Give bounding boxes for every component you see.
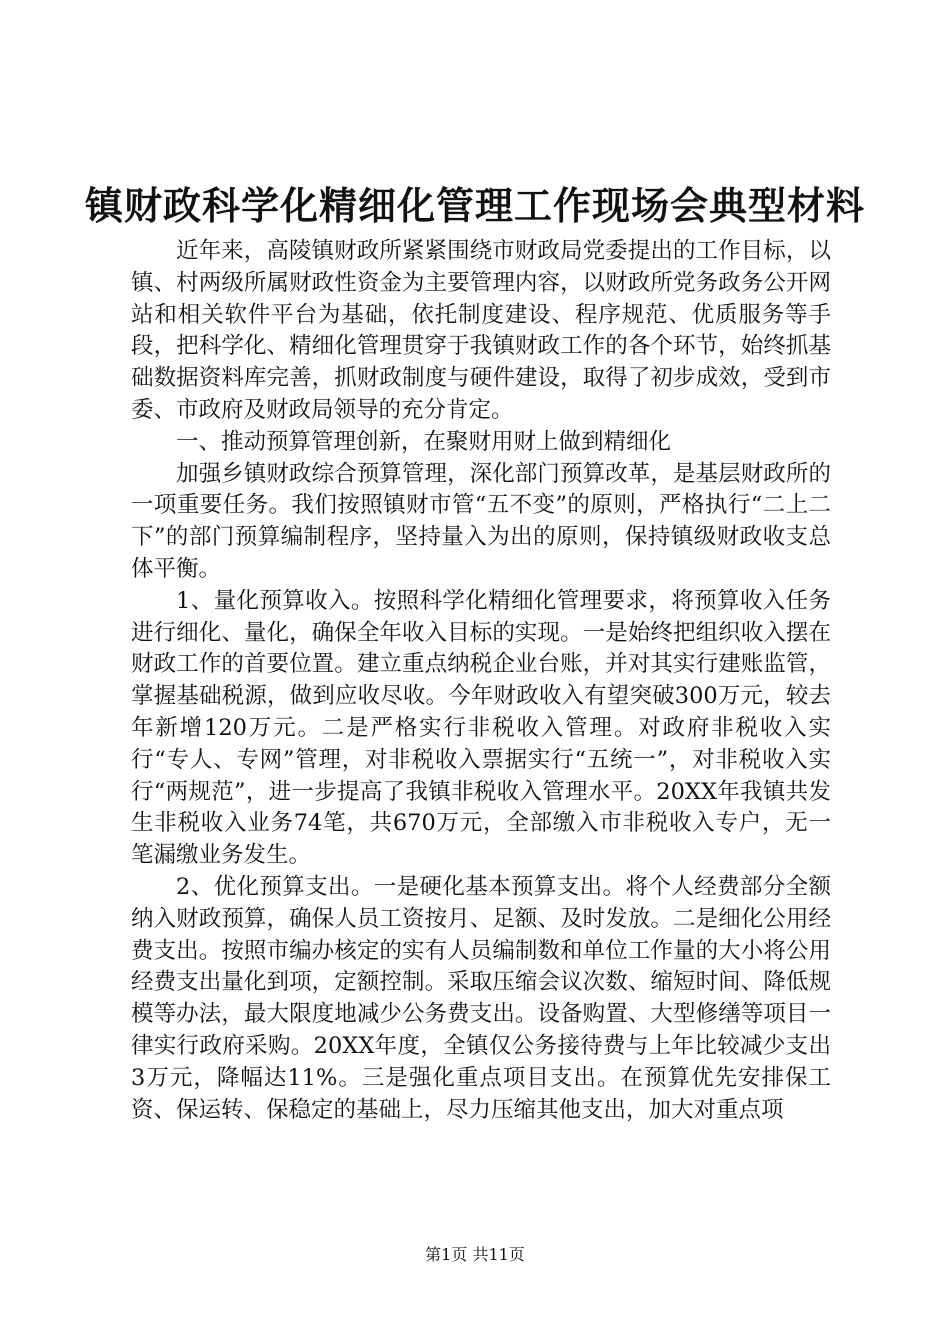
section-heading-1: 一、推动预算管理创新，在聚财用财上做到精细化 xyxy=(176,428,672,455)
paragraph-revenue: 1、量化预算收入。按照科学化精细化管理要求，将预算收入任务进行细化、量化，确保全年收入目标的实现。一是始终把组织收入摆在财政工作的首要位置。建立重点纳税企业台账，并对其实行建账监管，掌握基础税源，做到应收尽收。今年财政收入有望突破300万元，较去年新增120万元。二是严格实行非税收入管理。对政府非税收入实行“专人、专网”管理，对非税收入票据实行“五统一”，对非税收入实行“两规范”，进一步提高了我镇非税收入管理水平。20XX年我镇共发生非税收入业务74笔，共670万元，全部缴入市非税收入专户，无一笔漏缴业务发生。 xyxy=(131,587,831,869)
document-body xyxy=(131,236,831,1126)
paragraph-expenditure: 2、优化预算支出。一是硬化基本预算支出。将个人经费部分全额纳入财政预算，确保人员工资按月、足额、及时发放。二是细化公用经费支出。按照市编办核定的实有人员编制数和单位工作量的大小将公用经费支出量化到项，定额控制。采取压缩会议次数、缩短时间、降低规模等办法，最大限度地减少公务费支出。设备购置、大型修缮等项目一律实行政府采购。20XX年度，全镇仅公务接待费与上年比较减少支出3万元，降幅达11%。三是强化重点项目支出。在预算优先安排保工资、保运转、保稳定的基础上，尽力压缩其他支出，加大对重点项 xyxy=(131,873,831,1123)
paragraph-budget-reform: 加强乡镇财政综合预算管理，深化部门预算改革，是基层财政所的一项重要任务。我们按照镇财市管“五不变”的原则，严格执行“二上二下”的部门预算编制程序，坚持量入为出的原则，保持镇级财政收支总体平衡。 xyxy=(131,460,831,582)
paragraph-intro: 近年来，高陵镇财政所紧紧围绕市财政局党委提出的工作目标，以镇、村两级所属财政性资金为主要管理内容，以财政所党务政务公开网站和相关软件平台为基础，依托制度建设、程序规范、优质服务等手段，把科学化、精细化管理贯穿于我镇财政工作的各个环节，始终抓基础数据资料库完善，抓财政制度与硬件建设，取得了初步成效，受到市委、市政府及财政局领导的充分肯定。 xyxy=(131,238,831,423)
page-footer: 第1页 共11页 xyxy=(425,1245,525,1264)
document-title: 镇财政科学化精细化管理工作现场会典型材料 xyxy=(84,184,865,228)
